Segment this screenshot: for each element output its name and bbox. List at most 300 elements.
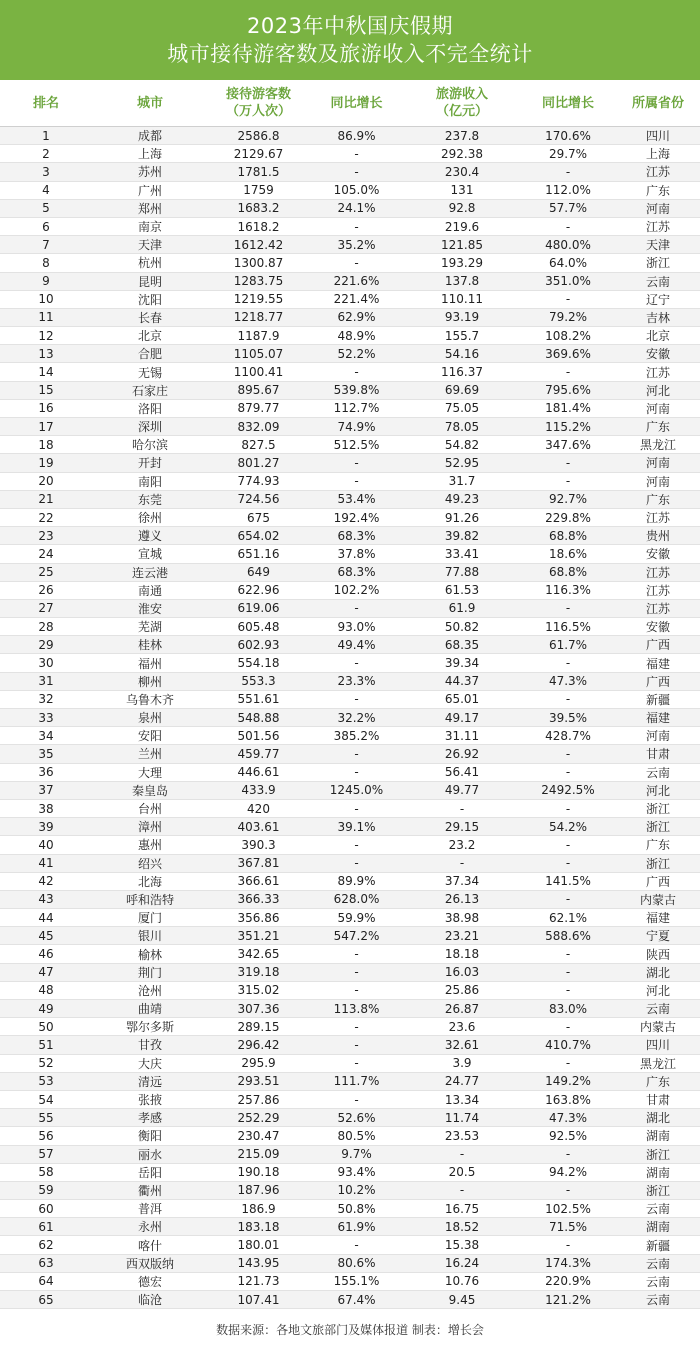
rank-cell: 32 xyxy=(38,692,54,707)
visitor-growth-cell: - xyxy=(354,965,359,980)
revenue-cell: 75.05 xyxy=(444,401,480,416)
visitors-cell: 307.36 xyxy=(237,1001,280,1016)
visitor-growth-cell: - xyxy=(354,1238,359,1253)
revenue-growth-cell: - xyxy=(565,164,571,179)
city-cell: 呼和浩特 xyxy=(125,892,174,907)
city-cell: 银川 xyxy=(137,929,162,944)
revenue-cell: 15.38 xyxy=(444,1238,480,1253)
revenue-cell: 38.98 xyxy=(444,910,480,925)
revenue-cell: 65.01 xyxy=(444,692,480,707)
revenue-cell: 77.88 xyxy=(444,565,480,580)
visitor-growth-cell: 628.0% xyxy=(333,892,380,907)
table-row xyxy=(0,273,700,291)
table-row xyxy=(0,345,700,363)
table-row xyxy=(0,182,700,200)
table-row xyxy=(0,509,700,527)
province-cell: 广西 xyxy=(645,874,670,889)
revenue-growth-cell: - xyxy=(565,365,571,380)
visitors-cell: 403.61 xyxy=(237,819,280,834)
rank-cell: 65 xyxy=(38,1292,54,1307)
rank-cell: 21 xyxy=(38,492,54,507)
table-row xyxy=(0,564,700,582)
revenue-growth-cell: - xyxy=(565,746,571,761)
table-row xyxy=(0,327,700,345)
table-row xyxy=(0,145,700,163)
revenue-cell: 13.34 xyxy=(444,1092,480,1107)
city-cell: 洛阳 xyxy=(137,401,162,416)
city-cell: 南通 xyxy=(137,583,162,598)
province-cell: 天津 xyxy=(645,238,670,253)
visitor-growth-cell: - xyxy=(354,746,359,761)
revenue-cell: 137.8 xyxy=(444,274,480,289)
visitor-growth-cell: 111.7% xyxy=(333,1074,380,1089)
revenue-cell: 31.7 xyxy=(448,474,476,489)
city-cell: 西双版纳 xyxy=(125,1256,174,1271)
title-line-1: 2023年中秋国庆假期 xyxy=(247,14,453,38)
rank-cell: 50 xyxy=(38,1019,54,1034)
revenue-growth-cell: 92.5% xyxy=(548,1128,588,1143)
city-cell: 清远 xyxy=(137,1074,162,1089)
table-row xyxy=(0,1073,700,1091)
rank-cell: 55 xyxy=(38,1110,54,1125)
revenue-growth-cell: - xyxy=(565,1019,571,1034)
rank-cell: 60 xyxy=(38,1201,54,1216)
city-cell: 张掖 xyxy=(137,1093,162,1108)
rank-cell: 41 xyxy=(38,856,54,871)
table-row xyxy=(0,618,700,636)
visitor-growth-cell: 547.2% xyxy=(333,928,380,943)
visitor-growth-cell: 93.4% xyxy=(337,1165,376,1180)
visitors-cell: 1219.55 xyxy=(233,292,284,307)
rank-cell: 49 xyxy=(38,1001,54,1016)
rank-cell: 36 xyxy=(38,765,54,780)
revenue-cell: 54.82 xyxy=(444,437,480,452)
city-cell: 绍兴 xyxy=(137,856,162,871)
city-cell: 东莞 xyxy=(137,492,162,507)
table-row xyxy=(0,1291,700,1309)
province-cell: 湖北 xyxy=(645,1111,670,1126)
rank-cell: 64 xyxy=(38,1274,54,1289)
table-row xyxy=(0,1200,700,1218)
city-cell: 甘孜 xyxy=(137,1038,162,1053)
visitor-growth-cell: 86.9% xyxy=(337,128,376,143)
revenue-growth-cell: - xyxy=(565,765,571,780)
table-row xyxy=(0,1055,700,1073)
revenue-cell: 20.5 xyxy=(448,1165,476,1180)
province-cell: 新疆 xyxy=(645,692,670,707)
visitors-cell: 433.9 xyxy=(241,783,276,798)
visitor-growth-cell: 53.4% xyxy=(337,492,376,507)
visitor-growth-cell: 59.9% xyxy=(337,910,376,925)
revenue-growth-cell: 18.6% xyxy=(548,546,588,561)
rank-cell: 16 xyxy=(38,401,54,416)
city-cell: 衢州 xyxy=(137,1183,162,1198)
rank-cell: 40 xyxy=(38,837,54,852)
city-cell: 北京 xyxy=(137,329,162,344)
table-row xyxy=(0,654,700,672)
city-cell: 漳州 xyxy=(137,820,162,835)
visitors-cell: 1187.9 xyxy=(237,328,280,343)
province-cell: 浙江 xyxy=(645,256,670,271)
revenue-growth-cell: 428.7% xyxy=(545,728,591,743)
visitor-growth-cell: 89.9% xyxy=(337,874,376,889)
city-cell: 福州 xyxy=(137,656,162,671)
province-cell: 黑龙江 xyxy=(639,438,676,453)
visitor-growth-cell: 68.3% xyxy=(337,528,376,543)
rank-cell: 6 xyxy=(42,219,50,234)
rank-cell: 24 xyxy=(38,546,54,561)
visitors-cell: 1105.07 xyxy=(233,346,284,361)
visitor-growth-cell: - xyxy=(354,164,359,179)
revenue-growth-cell: 480.0% xyxy=(545,237,591,252)
rank-cell: 43 xyxy=(38,892,54,907)
table-row xyxy=(0,891,700,909)
table-row xyxy=(0,236,700,254)
city-cell: 岳阳 xyxy=(137,1165,162,1180)
revenue-cell: 68.35 xyxy=(444,637,480,652)
province-cell: 广东 xyxy=(645,1074,670,1089)
rank-cell: 63 xyxy=(38,1256,54,1271)
rank-cell: 38 xyxy=(38,801,54,816)
revenue-growth-cell: - xyxy=(565,1183,571,1198)
revenue-cell: 44.37 xyxy=(444,674,480,689)
rank-cell: 56 xyxy=(38,1128,54,1143)
city-cell: 郑州 xyxy=(137,201,162,216)
visitors-cell: 1781.5 xyxy=(237,164,280,179)
visitor-growth-cell: 155.1% xyxy=(333,1274,380,1289)
rank-cell: 37 xyxy=(38,783,54,798)
table-row xyxy=(0,291,700,309)
table-row xyxy=(0,1273,700,1291)
revenue-growth-cell: 347.6% xyxy=(545,437,591,452)
table-row xyxy=(0,1091,700,1109)
revenue-growth-cell: - xyxy=(565,892,571,907)
revenue-cell: 26.92 xyxy=(444,746,480,761)
province-cell: 宁夏 xyxy=(645,929,670,944)
visitor-growth-cell: 221.6% xyxy=(333,274,380,289)
revenue-growth-cell: 39.5% xyxy=(548,710,588,725)
rank-cell: 2 xyxy=(42,146,50,161)
visitor-growth-cell: 113.8% xyxy=(333,1001,380,1016)
revenue-cell: - xyxy=(459,856,465,871)
table-row xyxy=(0,745,700,763)
province-cell: 江苏 xyxy=(645,220,670,235)
visitors-cell: 183.18 xyxy=(237,1219,280,1234)
visitor-growth-cell: 221.4% xyxy=(333,292,380,307)
revenue-cell: 18.52 xyxy=(444,1219,480,1234)
visitors-cell: 180.01 xyxy=(237,1238,280,1253)
revenue-cell: 39.82 xyxy=(444,528,480,543)
table-row xyxy=(0,309,700,327)
province-cell: 江苏 xyxy=(645,601,670,616)
city-cell: 杭州 xyxy=(137,256,162,271)
visitors-cell: 551.61 xyxy=(237,692,280,707)
revenue-growth-cell: 369.6% xyxy=(545,346,591,361)
city-cell: 遵义 xyxy=(137,529,162,544)
revenue-cell: 61.53 xyxy=(444,583,480,598)
revenue-cell: 23.6 xyxy=(448,1019,476,1034)
city-cell: 无锡 xyxy=(137,365,162,380)
revenue-growth-cell: 2492.5% xyxy=(541,783,595,798)
city-cell: 鄂尔多斯 xyxy=(125,1020,174,1035)
rank-cell: 3 xyxy=(42,164,50,179)
header-revenue: 旅游收入 （亿元） xyxy=(435,87,488,119)
revenue-cell: 110.11 xyxy=(441,292,483,307)
visitors-cell: 1618.2 xyxy=(237,219,280,234)
revenue-cell: 23.21 xyxy=(444,928,480,943)
province-cell: 河南 xyxy=(645,474,670,489)
header-revenue-growth: 同比增长 xyxy=(541,95,594,111)
table-row xyxy=(0,873,700,891)
province-cell: 福建 xyxy=(645,656,670,671)
rank-cell: 28 xyxy=(38,619,54,634)
rank-cell: 39 xyxy=(38,819,54,834)
visitors-cell: 619.06 xyxy=(237,601,280,616)
city-cell: 台州 xyxy=(137,802,162,817)
visitors-cell: 1612.42 xyxy=(233,237,284,252)
visitor-growth-cell: - xyxy=(354,255,359,270)
visitor-growth-cell: 35.2% xyxy=(337,237,376,252)
province-cell: 甘肃 xyxy=(645,1093,670,1108)
table-row xyxy=(0,1182,700,1200)
visitor-growth-cell: - xyxy=(354,1092,359,1107)
table-row xyxy=(0,454,700,472)
revenue-cell: 219.6 xyxy=(444,219,480,234)
city-cell: 天津 xyxy=(137,238,162,253)
revenue-cell: 292.38 xyxy=(441,146,483,161)
revenue-cell: 29.15 xyxy=(444,819,480,834)
province-cell: 新疆 xyxy=(645,1238,670,1253)
visitor-growth-cell: 24.1% xyxy=(337,201,376,216)
city-cell: 秦皇岛 xyxy=(131,783,168,798)
revenue-growth-cell: - xyxy=(565,601,571,616)
city-cell: 连云港 xyxy=(131,565,168,580)
province-cell: 福建 xyxy=(645,711,670,726)
revenue-cell: 93.19 xyxy=(444,310,480,325)
revenue-growth-cell: 174.3% xyxy=(545,1256,591,1271)
rank-cell: 51 xyxy=(38,1037,54,1052)
visitors-cell: 879.77 xyxy=(237,401,280,416)
revenue-cell: 23.2 xyxy=(448,837,476,852)
visitors-cell: 390.3 xyxy=(241,837,276,852)
visitors-cell: 832.09 xyxy=(237,419,280,434)
visitors-cell: 446.61 xyxy=(237,765,280,780)
visitor-growth-cell: - xyxy=(354,219,359,234)
visitors-cell: 121.73 xyxy=(237,1274,280,1289)
revenue-growth-cell: - xyxy=(565,1056,571,1071)
table-row xyxy=(0,782,700,800)
revenue-cell: - xyxy=(459,1147,465,1162)
visitor-growth-cell: 68.3% xyxy=(337,565,376,580)
revenue-growth-cell: 116.5% xyxy=(545,619,591,634)
rank-cell: 42 xyxy=(38,874,54,889)
revenue-growth-cell: 29.7% xyxy=(548,146,588,161)
city-cell: 厦门 xyxy=(137,911,162,926)
visitors-cell: 1683.2 xyxy=(237,201,280,216)
visitor-growth-cell: - xyxy=(354,1056,359,1071)
visitor-growth-cell: - xyxy=(354,765,359,780)
city-cell: 广州 xyxy=(137,183,162,198)
visitors-cell: 801.27 xyxy=(237,455,280,470)
revenue-growth-cell: - xyxy=(565,856,571,871)
city-cell: 曲靖 xyxy=(137,1002,162,1017)
revenue-cell: 25.86 xyxy=(444,983,480,998)
rank-cell: 54 xyxy=(38,1092,54,1107)
table-row xyxy=(0,945,700,963)
visitors-cell: 289.15 xyxy=(237,1019,280,1034)
revenue-cell: 16.75 xyxy=(444,1201,480,1216)
revenue-cell: - xyxy=(459,801,465,816)
visitors-cell: 1100.41 xyxy=(233,365,284,380)
city-cell: 芜湖 xyxy=(137,620,162,635)
revenue-cell: 32.61 xyxy=(444,1037,480,1052)
rank-cell: 47 xyxy=(38,965,54,980)
city-cell: 大理 xyxy=(137,765,162,780)
city-cell: 丽水 xyxy=(137,1147,162,1162)
city-cell: 临沧 xyxy=(137,1293,162,1308)
revenue-growth-cell: 47.3% xyxy=(548,674,588,689)
table-row xyxy=(0,1255,700,1273)
table-row xyxy=(0,1164,700,1182)
revenue-cell: 69.69 xyxy=(444,383,480,398)
visitors-cell: 315.02 xyxy=(237,983,280,998)
revenue-growth-cell: 115.2% xyxy=(545,419,591,434)
visitor-growth-cell: - xyxy=(354,474,359,489)
visitor-growth-cell: - xyxy=(354,837,359,852)
province-cell: 湖南 xyxy=(645,1220,670,1235)
rank-cell: 11 xyxy=(38,310,54,325)
rank-cell: 34 xyxy=(38,728,54,743)
rank-cell: 27 xyxy=(38,601,54,616)
visitor-growth-cell: - xyxy=(354,365,359,380)
rank-cell: 25 xyxy=(38,565,54,580)
province-cell: 河北 xyxy=(645,383,670,398)
city-cell: 永州 xyxy=(137,1220,162,1235)
visitors-cell: 895.67 xyxy=(237,383,280,398)
footer-source: 数据来源：各地文旅部门及媒体报道 制表：增长会 xyxy=(216,1322,484,1337)
visitor-growth-cell: - xyxy=(354,692,359,707)
header-city: 城市 xyxy=(136,95,163,111)
visitor-growth-cell: 37.8% xyxy=(337,546,376,561)
city-cell: 南京 xyxy=(137,220,162,235)
visitor-growth-cell: - xyxy=(354,1019,359,1034)
revenue-cell: 3.9 xyxy=(452,1056,472,1071)
visitor-growth-cell: 23.3% xyxy=(337,674,376,689)
city-cell: 沧州 xyxy=(137,983,162,998)
revenue-growth-cell: - xyxy=(565,455,571,470)
province-cell: 广东 xyxy=(645,838,670,853)
visitor-growth-cell: 9.7% xyxy=(341,1147,372,1162)
visitor-growth-cell: 105.0% xyxy=(333,183,380,198)
visitors-cell: 654.02 xyxy=(237,528,280,543)
city-cell: 哈尔滨 xyxy=(131,438,168,453)
revenue-growth-cell: 83.0% xyxy=(548,1001,588,1016)
revenue-growth-cell: - xyxy=(565,983,571,998)
province-cell: 广西 xyxy=(645,674,670,689)
visitors-cell: 230.47 xyxy=(237,1128,280,1143)
visitor-growth-cell: 512.5% xyxy=(333,437,380,452)
revenue-growth-cell: 61.7% xyxy=(548,637,588,652)
table-row xyxy=(0,545,700,563)
table-row xyxy=(0,800,700,818)
visitors-cell: 190.18 xyxy=(237,1165,280,1180)
province-cell: 安徽 xyxy=(645,620,670,635)
visitor-growth-cell: - xyxy=(354,856,359,871)
rank-cell: 15 xyxy=(38,383,54,398)
visitors-cell: 622.96 xyxy=(237,583,280,598)
table-row xyxy=(0,363,700,381)
revenue-cell: 61.9 xyxy=(448,601,476,616)
rank-cell: 5 xyxy=(42,201,50,216)
visitor-growth-cell: 48.9% xyxy=(337,328,376,343)
rank-cell: 13 xyxy=(38,346,54,361)
rank-cell: 12 xyxy=(38,328,54,343)
province-cell: 浙江 xyxy=(645,820,670,835)
city-cell: 惠州 xyxy=(137,838,162,853)
table-row xyxy=(0,836,700,854)
province-cell: 河南 xyxy=(645,456,670,471)
revenue-cell: 23.53 xyxy=(444,1128,480,1143)
revenue-cell: 10.76 xyxy=(444,1274,480,1289)
visitors-cell: 319.18 xyxy=(237,965,280,980)
revenue-cell: 37.34 xyxy=(444,874,480,889)
city-cell: 石家庄 xyxy=(131,383,168,398)
revenue-growth-cell: 54.2% xyxy=(548,819,588,834)
revenue-cell: - xyxy=(459,1183,465,1198)
visitor-growth-cell: - xyxy=(354,656,359,671)
revenue-cell: 9.45 xyxy=(448,1292,476,1307)
province-cell: 广东 xyxy=(645,492,670,507)
revenue-cell: 18.18 xyxy=(444,947,480,962)
revenue-growth-cell: - xyxy=(565,1147,571,1162)
province-cell: 河北 xyxy=(645,983,670,998)
rank-cell: 52 xyxy=(38,1056,54,1071)
city-cell: 昆明 xyxy=(137,274,162,289)
visitors-cell: 649 xyxy=(247,565,270,580)
revenue-growth-cell: 108.2% xyxy=(545,328,591,343)
rank-cell: 20 xyxy=(38,474,54,489)
revenue-growth-cell: - xyxy=(565,947,571,962)
city-cell: 成都 xyxy=(137,129,162,144)
rank-cell: 57 xyxy=(38,1147,54,1162)
revenue-cell: 26.87 xyxy=(444,1001,480,1016)
revenue-growth-cell: - xyxy=(565,656,571,671)
rank-cell: 8 xyxy=(42,255,50,270)
visitor-growth-cell: 539.8% xyxy=(333,383,380,398)
province-cell: 江苏 xyxy=(645,511,670,526)
province-cell: 河南 xyxy=(645,201,670,216)
visitors-cell: 257.86 xyxy=(237,1092,280,1107)
visitor-growth-cell: - xyxy=(354,983,359,998)
visitors-cell: 602.93 xyxy=(237,637,280,652)
table-row xyxy=(0,1236,700,1254)
city-cell: 沈阳 xyxy=(137,292,162,307)
province-cell: 内蒙古 xyxy=(639,1020,676,1035)
visitors-cell: 2586.8 xyxy=(237,128,280,143)
table-row xyxy=(0,1127,700,1145)
rank-cell: 44 xyxy=(38,910,54,925)
city-cell: 泉州 xyxy=(137,711,162,726)
visitor-growth-cell: 80.5% xyxy=(337,1128,376,1143)
table-row xyxy=(0,1036,700,1054)
visitors-cell: 774.93 xyxy=(237,474,280,489)
province-cell: 河北 xyxy=(645,783,670,798)
province-cell: 浙江 xyxy=(645,802,670,817)
city-cell: 乌鲁木齐 xyxy=(125,692,174,707)
province-cell: 云南 xyxy=(645,1256,670,1271)
visitors-cell: 1218.77 xyxy=(233,310,284,325)
province-cell: 浙江 xyxy=(645,856,670,871)
